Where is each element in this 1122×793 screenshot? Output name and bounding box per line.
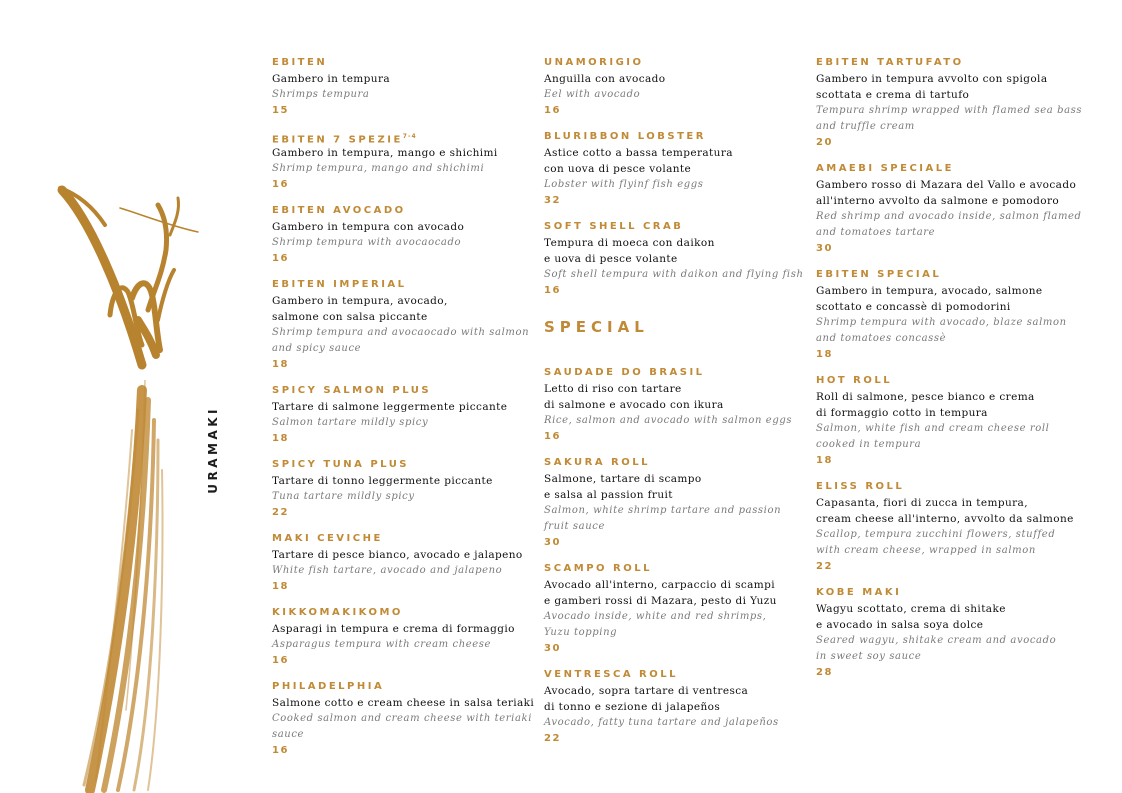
item-name xyxy=(272,383,534,399)
item-name-text: SOFT SHELL CRAB xyxy=(544,221,684,232)
item-description-en: Eel with avocado xyxy=(544,89,641,100)
item-description-it: Capasanta, fiori di zucca in tempura, xyxy=(816,497,1028,509)
item-name-text: KOBE MAKI xyxy=(816,587,902,598)
item-name xyxy=(544,455,806,471)
item-description-en: in sweet soy sauce xyxy=(816,651,922,662)
item-name xyxy=(816,373,1078,389)
item-name-text: EBITEN AVOCADO xyxy=(272,205,406,216)
item-description-it: scottato e concassè di pomodorini xyxy=(816,301,1011,313)
item-description-it: Avocado, sopra tartare di ventresca xyxy=(544,685,749,697)
item-name-text: SAKURA ROLL xyxy=(544,457,651,468)
menu-item xyxy=(544,561,806,657)
menu-item xyxy=(544,365,806,445)
menu-item xyxy=(816,161,1082,257)
item-name xyxy=(272,679,534,695)
menu-item xyxy=(272,277,534,373)
menu-item xyxy=(816,585,1078,681)
item-description-it: Anguilla con avocado xyxy=(544,73,666,85)
item-name xyxy=(816,55,1078,71)
item-description-it: Roll di salmone, pesce bianco e crema xyxy=(816,391,1035,403)
item-description-en: and spicy sauce xyxy=(272,343,362,354)
item-name-text: EBITEN IMPERIAL xyxy=(272,279,407,290)
menu-item xyxy=(272,679,534,759)
item-price: 18 xyxy=(272,359,289,370)
item-price: 18 xyxy=(816,349,833,360)
item-description-it: di salmone e avocado con ikura xyxy=(544,399,724,411)
section-label-uramaki: URAMAKI xyxy=(206,406,220,494)
item-description-it: di tonno e sezione di jalapeños xyxy=(544,701,721,713)
item-name xyxy=(816,267,1078,283)
menu-item xyxy=(272,203,534,267)
menu-item xyxy=(272,383,534,447)
item-name-text: EBITEN 7 SPEZIE xyxy=(272,134,403,146)
item-price: 16 xyxy=(272,253,289,264)
item-price: 30 xyxy=(544,643,561,654)
menu-item xyxy=(272,531,534,595)
item-description-en: Soft shell tempura with daikon and flying fish xyxy=(544,269,804,280)
item-description-en: cooked in tempura xyxy=(816,439,922,450)
menu-item xyxy=(544,455,806,551)
item-description-it: Salmone, tartare di scampo xyxy=(544,473,702,485)
item-name-text: EBITEN TARTUFATO xyxy=(816,57,964,68)
item-name-text: PHILADELPHIA xyxy=(272,681,385,692)
item-description-en: Shrimps tempura xyxy=(272,89,370,100)
item-description-it: Gambero rosso di Mazara del Vallo e avocado xyxy=(816,179,1077,191)
item-description-it: con uova di pesce volante xyxy=(544,163,692,175)
item-description-it: Gambero in tempura, avocado, xyxy=(272,295,448,307)
item-description-it: e gamberi rossi di Mazara, pesto di Yuzu xyxy=(544,595,777,607)
item-price: 20 xyxy=(816,137,833,148)
menu-item xyxy=(272,55,534,119)
item-description-it: Tartare di tonno leggermente piccante xyxy=(272,475,493,487)
item-description-it: Tartare di pesce bianco, avocado e jalapeno xyxy=(272,549,523,561)
item-description-en: Tempura shrimp wrapped with flamed sea bass xyxy=(816,105,1083,116)
item-description-en: Rice, salmon and avocado with salmon eggs xyxy=(544,415,793,426)
item-description-en: Asparagus tempura with cream cheese xyxy=(272,639,492,650)
item-price: 18 xyxy=(272,581,289,592)
item-description-it: Salmone cotto e cream cheese in salsa teriaki xyxy=(272,697,535,709)
item-name xyxy=(272,457,534,473)
item-name-text: VENTRESCA ROLL xyxy=(544,669,678,680)
item-price: 16 xyxy=(544,285,561,296)
item-price: 32 xyxy=(544,195,561,206)
item-price: 22 xyxy=(816,561,833,572)
item-price: 22 xyxy=(272,507,289,518)
item-description-en: Salmon tartare mildly spicy xyxy=(272,417,429,428)
item-allergen-note: 7-4 xyxy=(402,133,417,140)
menu-item xyxy=(272,457,534,521)
item-name xyxy=(272,531,534,547)
menu-item xyxy=(544,219,806,299)
item-name xyxy=(272,55,534,71)
item-description-it: e avocado in salsa soya dolce xyxy=(816,619,984,631)
item-name-text: HOT ROLL xyxy=(816,375,893,386)
item-price: 16 xyxy=(272,745,289,756)
item-description-en: White fish tartare, avocado and jalapeno xyxy=(272,565,503,576)
item-description-it: Tempura di moeca con daikon xyxy=(544,237,715,249)
item-name-text: AMAEBI SPECIALE xyxy=(816,163,954,174)
section-title-special: SPECIAL xyxy=(544,318,649,336)
item-description-en: Tuna tartare mildly spicy xyxy=(272,491,415,502)
item-name xyxy=(544,365,806,381)
item-description-en: Shrimp tempura with avocaocado xyxy=(272,237,462,248)
item-name-text: MAKI CEVICHE xyxy=(272,533,383,544)
item-description-en: Avocado inside, white and red shrimps, xyxy=(544,611,767,622)
menu-item xyxy=(544,55,806,119)
item-name-text: ELISS ROLL xyxy=(816,481,905,492)
menu-column-1 xyxy=(272,55,534,769)
item-name xyxy=(816,479,1078,495)
item-name-text: UNAMORIGIO xyxy=(544,57,644,68)
item-name-text: SPICY SALMON PLUS xyxy=(272,385,432,396)
item-description-it: Wagyu scottato, crema di shitake xyxy=(816,603,1006,615)
item-description-en: and truffle cream xyxy=(816,121,915,132)
item-price: 16 xyxy=(544,105,561,116)
item-name-text: BLURIBBON LOBSTER xyxy=(544,131,706,142)
menu-column-2 xyxy=(544,55,806,757)
menu-item xyxy=(816,55,1083,151)
item-price: 18 xyxy=(272,433,289,444)
menu-item xyxy=(816,479,1078,575)
item-description-en: and tomatoes concassè xyxy=(816,333,947,344)
item-price: 16 xyxy=(272,655,289,666)
item-name xyxy=(272,203,534,219)
item-description-it: all'interno avvolto da salmone e pomodoro xyxy=(816,195,1060,207)
menu-column-3 xyxy=(816,55,1083,691)
item-name xyxy=(816,585,1078,601)
item-description-it: Tartare di salmone leggermente piccante xyxy=(272,401,508,413)
item-name xyxy=(544,129,806,145)
item-description-it: di formaggio cotto in tempura xyxy=(816,407,988,419)
item-description-it: Gambero in tempura con avocado xyxy=(272,221,465,233)
item-description-it: Gambero in tempura, avocado, salmone xyxy=(816,285,1043,297)
item-description-en: Avocado, fatty tuna tartare and jalapeños xyxy=(544,717,779,728)
item-price: 30 xyxy=(816,243,833,254)
item-description-en: with cream cheese, wrapped in salmon xyxy=(816,545,1036,556)
item-price: 18 xyxy=(816,455,833,466)
item-description-it: Avocado all'interno, carpaccio di scampi xyxy=(544,579,776,591)
item-description-en: sauce xyxy=(272,729,305,740)
item-name-text: SAUDADE DO BRASIL xyxy=(544,367,705,378)
menu-item xyxy=(272,605,534,669)
item-name xyxy=(544,55,806,71)
item-description-en: Red shrimp and avocado inside, salmon flamed xyxy=(816,211,1082,222)
item-description-it: scottata e crema di tartufo xyxy=(816,89,970,101)
item-description-it: cream cheese all'interno, avvolto da salmone xyxy=(816,513,1074,525)
item-price: 16 xyxy=(272,179,289,190)
item-description-it: Gambero in tempura xyxy=(272,73,391,85)
item-description-en: and tomatoes tartare xyxy=(816,227,936,238)
item-price: 28 xyxy=(816,667,833,678)
item-name-text: KIKKOMAKIKOMO xyxy=(272,607,403,618)
item-description-it: Asparagi in tempura e crema di formaggio xyxy=(272,623,515,635)
item-name-text: EBITEN SPECIAL xyxy=(816,269,942,280)
item-description-en: Salmon, white fish and cream cheese roll xyxy=(816,423,1050,434)
item-description-it: salmone con salsa piccante xyxy=(272,311,428,323)
item-name-text: SPICY TUNA PLUS xyxy=(272,459,410,470)
item-name-text: SCAMPO ROLL xyxy=(544,563,652,574)
item-price: 15 xyxy=(272,105,289,116)
item-description-it: Letto di riso con tartare xyxy=(544,383,682,395)
item-description-en: Seared wagyu, shitake cream and avocado xyxy=(816,635,1057,646)
item-description-en: Shrimp tempura and avocaocado with salmon xyxy=(272,327,530,338)
item-price: 30 xyxy=(544,537,561,548)
item-name xyxy=(272,277,534,293)
item-name xyxy=(544,219,806,235)
menu-item xyxy=(816,373,1078,469)
item-description-en: Yuzu topping xyxy=(544,627,618,638)
item-description-en: Scallop, tempura zucchini flowers, stuffed xyxy=(816,529,1056,540)
menu-item xyxy=(544,667,806,747)
item-description-it: Gambero in tempura avvolto con spigola xyxy=(816,73,1048,85)
item-price: 22 xyxy=(544,733,561,744)
item-description-en: Shrimp tempura, mango and shichimi xyxy=(272,163,485,174)
menu-item xyxy=(544,129,806,209)
item-description-it: Astice cotto a bassa temperatura xyxy=(544,147,733,159)
maki-logo xyxy=(50,180,210,380)
menu-item xyxy=(816,267,1078,363)
item-description-en: Salmon, white shrimp tartare and passion xyxy=(544,505,782,516)
item-description-en: Shrimp tempura with avocado, blaze salmon xyxy=(816,317,1067,328)
item-description-it: e salsa al passion fruit xyxy=(544,489,673,501)
item-name xyxy=(816,161,1078,177)
item-description-en: fruit sauce xyxy=(544,521,605,532)
item-description-en: Cooked salmon and cream cheese with teriaki xyxy=(272,713,533,724)
menu-item xyxy=(272,129,534,193)
item-name xyxy=(272,129,534,145)
item-name xyxy=(272,605,534,621)
item-name xyxy=(544,667,806,683)
item-name xyxy=(544,561,806,577)
item-description-it: Gambero in tempura, mango e shichimi xyxy=(272,147,498,159)
item-description-en: Lobster with flyinf fish eggs xyxy=(544,179,704,190)
item-name-text: EBITEN xyxy=(272,57,328,68)
brush-stroke-decoration xyxy=(82,380,172,793)
item-description-it: e uova di pesce volante xyxy=(544,253,678,265)
item-price: 16 xyxy=(544,431,561,442)
brand-area xyxy=(50,180,220,494)
